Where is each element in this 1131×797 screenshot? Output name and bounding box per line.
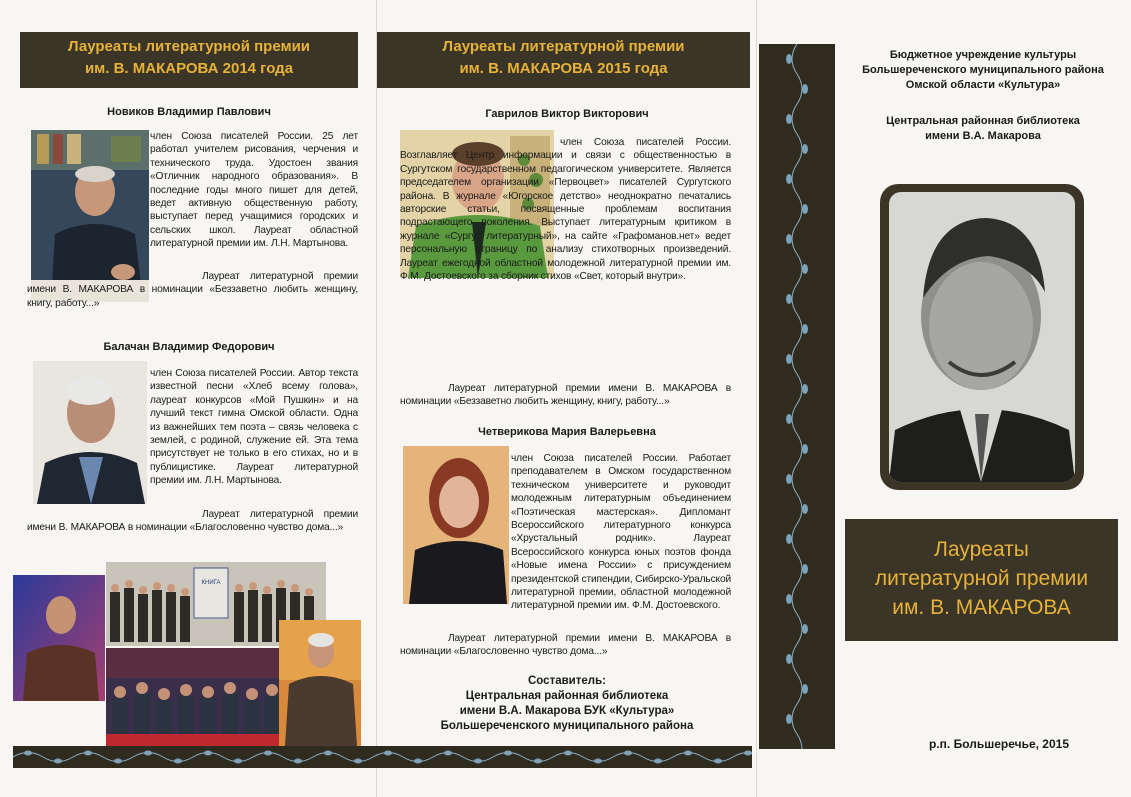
ornament-strip-vertical bbox=[759, 44, 835, 749]
poster-text: КНИГА bbox=[201, 580, 221, 586]
laureate-novikov-name: Новиков Владимир Павлович bbox=[107, 106, 271, 118]
org-line3: Омской области «Культура» bbox=[905, 79, 1061, 91]
banner-2014 bbox=[20, 32, 358, 88]
laureate-novikov-award bbox=[27, 270, 358, 310]
collage-photo-speaker bbox=[13, 575, 105, 701]
cover-title-line3: им. В. МАКАРОВА bbox=[892, 596, 1071, 619]
chetverikova-bio-text: член Союза писателей России. Работает преподавателем в Омском государственном техническом университете и руководит молодежным литературным объединением «Поэтическая мастерская». Дипломант Всероссийского литературного конкурса «Хрустальный родник». Лауреат Всероссийского конкурса юных поэтов фонда «Новые имена России» с присуждением президентской стипендии, Сибирско-Уральской литературной премии, областной молодежной литературной премии им. Ф.М. Достоевского. bbox=[511, 453, 732, 612]
collage-photo-old-man bbox=[279, 620, 361, 746]
library-line2: имени В.А. Макарова bbox=[925, 130, 1041, 142]
laureate-gavrilov-name: Гаврилов Виктор Викторович bbox=[485, 108, 649, 120]
compiler-line1: Центральная районная библиотека bbox=[465, 690, 669, 702]
cover-title-line1: Лауреаты bbox=[934, 538, 1029, 561]
banner-2015 bbox=[377, 32, 750, 88]
laureate-novikov-bio bbox=[150, 130, 358, 251]
chetverikova-award-text: Лауреат литературной премии имени В. МАКАРОВА в номинации «Благословенно чувство дома...» bbox=[400, 633, 731, 658]
org-block bbox=[853, 48, 1113, 93]
photo-chetverikova bbox=[403, 446, 509, 604]
org-line2: Большереченского муниципального района bbox=[862, 64, 1104, 76]
laureate-gavrilov-award bbox=[400, 382, 731, 409]
banner-2015-line1: Лауреаты литературной премии bbox=[442, 38, 685, 55]
place-year: р.п. Большеречье, 2015 bbox=[929, 737, 1069, 751]
cover-title-box bbox=[845, 519, 1118, 641]
cover-title-line2: литературной премии bbox=[874, 567, 1089, 590]
compiler-block bbox=[397, 674, 737, 734]
balachan-award-text: Лауреат литературной премии имени В. МАКАРОВА в номинации «Благословенно чувство дома...» bbox=[27, 509, 358, 534]
panel-left bbox=[0, 0, 376, 797]
portrait-makarov bbox=[889, 192, 1075, 482]
gavrilov-award-text: Лауреат литературной премии имени В. МАКАРОВА в номинации «Беззаветно любить женщину, книгу, работу...» bbox=[400, 383, 731, 408]
compiler-label: Составитель: bbox=[528, 675, 606, 687]
photo-balachan bbox=[33, 361, 147, 504]
org-line1: Бюджетное учреждение культуры bbox=[889, 49, 1077, 61]
collage-photo-audience bbox=[106, 648, 282, 748]
banner-2015-line2: им. В. МАКАРОВА 2015 года bbox=[459, 60, 668, 77]
balachan-bio-text: член Союза писателей России. Автор текста известной песни «Хлеб всему голова», лауреат конкурсов «Мой Пушкин» и на лучший текст гимна Омской области. Одна из важнейших тем поэта – связь человека с землей, с родиной, служение ей. Эта тема присутствует не только в его стихах, но и в публицистике. Лауреат литературной премии им. Л.Н. Мартынова. bbox=[150, 368, 358, 487]
laureate-balachan-bio bbox=[150, 367, 358, 488]
library-line1: Центральная районная библиотека bbox=[886, 115, 1080, 127]
panel-middle bbox=[376, 0, 757, 797]
laureate-gavrilov-bio bbox=[400, 136, 731, 283]
laureate-chetverikova-bio bbox=[511, 452, 731, 613]
laureate-chetverikova-award bbox=[400, 632, 731, 659]
novikov-bio-text: член Союза писателей России. 25 лет работал учителем рисования, черчения и технического труда. Удостоен звания «Отличник народного образования». В последние годы много пишет для детей, ведет активную общественную работу, выступает перед учащимися городских и сельских школ. Лауреат областной литературной премии им. Л.Н. Мартынова. bbox=[150, 131, 358, 250]
compiler-line2: имени В.А. Макарова БУК «Культура» bbox=[459, 705, 675, 717]
portrait-frame bbox=[880, 184, 1084, 490]
banner-2014-line1: Лауреаты литературной премии bbox=[67, 38, 311, 55]
compiler-line3: Большереченского муниципального района bbox=[440, 720, 694, 732]
library-block bbox=[853, 114, 1113, 144]
gavrilov-bio-text: член Союза писателей России. Возглавляет Центр информации и связи с общественностью в Сургутском государственном педагогическом университете. Является председателем организации «Первоцвет» писателей Сургутского района. В журнале «Югорское детство» неоднократно печатались авторские статьи, посвященные проблемам воспитания подрастающего поколения. Выступает литературным критиком в журнале «Сургут литературный», на сайте «Графоманов.нет» ведет персональную страницу по анализу стихотворных произведений. Лауреат ежегодной областной молодежной литературной премии им. Ф.М. Достоевского за сборник стихов «Свет, который внутри». bbox=[400, 137, 731, 283]
laureate-balachan-name: Балачан Владимир Федорович bbox=[103, 341, 275, 353]
laureate-balachan-award bbox=[27, 508, 358, 535]
ornament-strip-bottom bbox=[13, 746, 752, 768]
novikov-award-text: Лауреат литературной премии имени В. МАКАРОВА в номинации «Беззаветно любить женщину, книгу, работу...» bbox=[27, 271, 358, 309]
laureate-chetverikova-name: Четверикова Мария Валерьевна bbox=[478, 426, 656, 438]
banner-2014-line2: им. В. МАКАРОВА 2014 года bbox=[84, 60, 294, 77]
panel-right bbox=[756, 0, 1131, 797]
